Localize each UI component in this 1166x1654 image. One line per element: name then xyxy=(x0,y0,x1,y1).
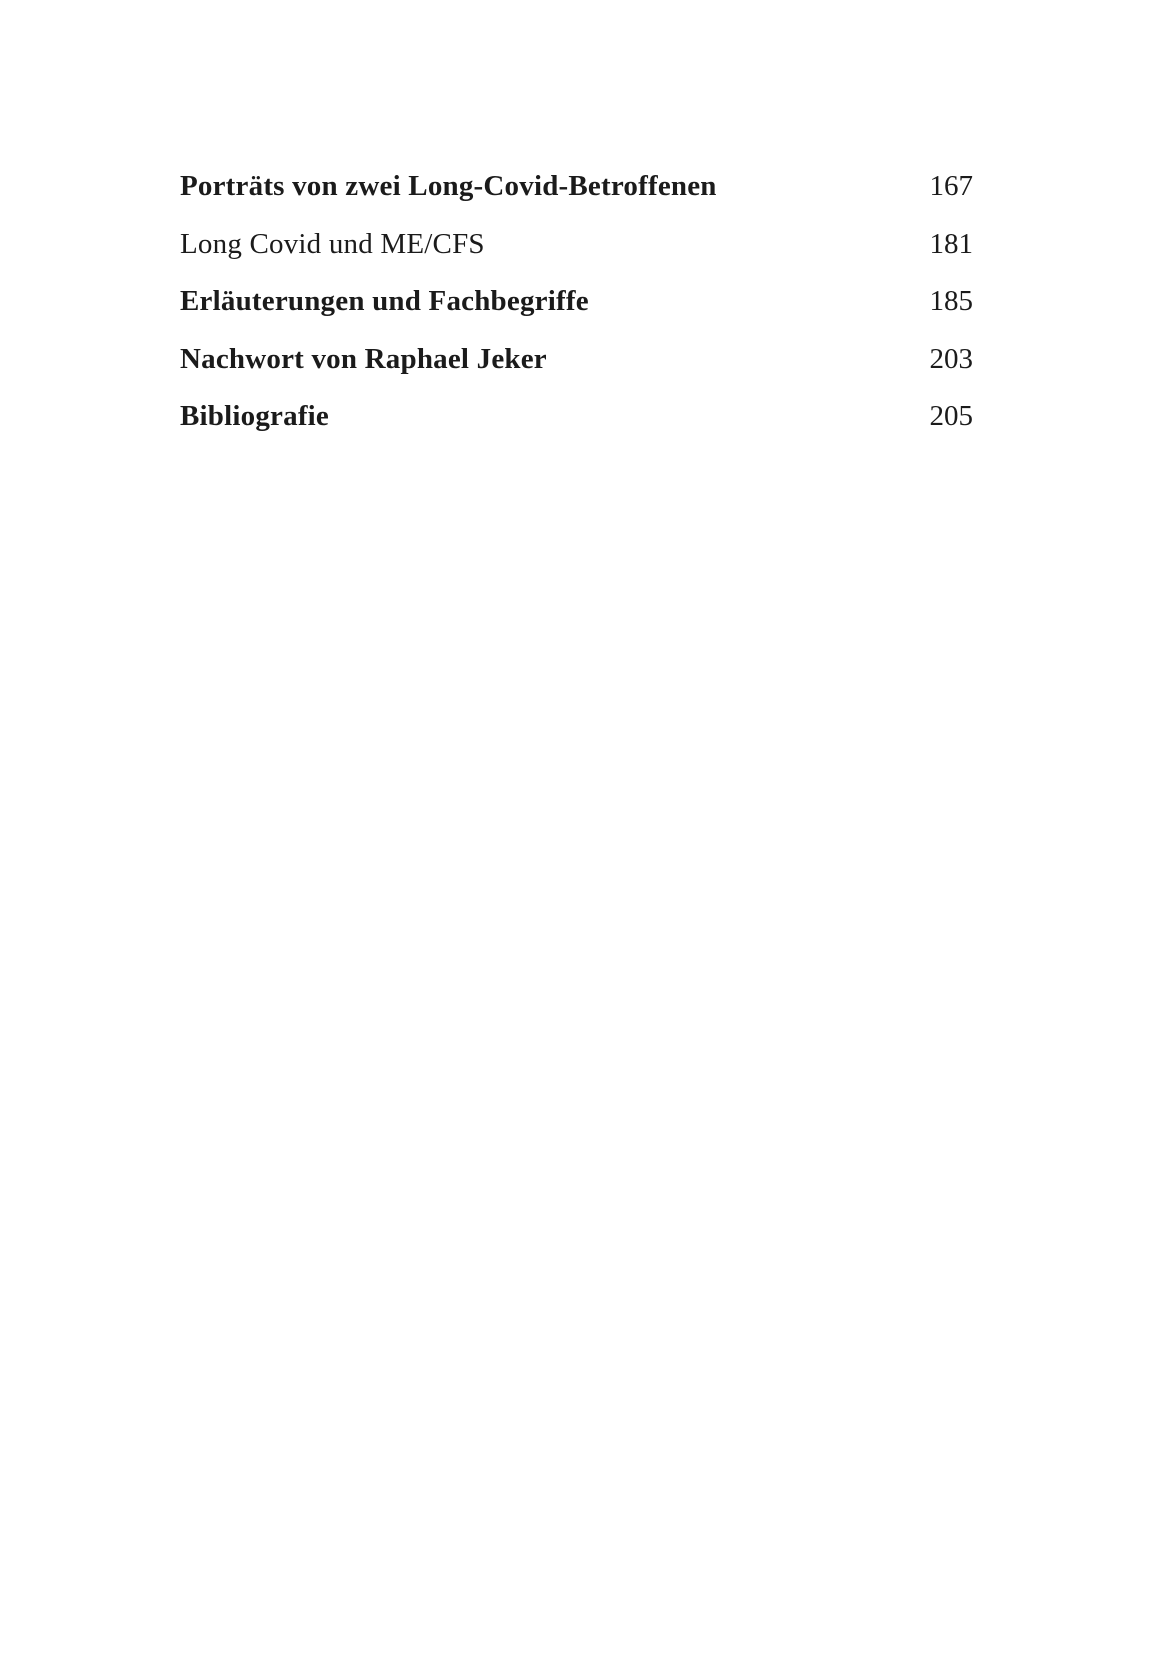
toc-entry xyxy=(180,216,973,274)
toc-entry-page-number: 181 xyxy=(929,227,973,260)
toc-entry-title: Porträts von zwei Long-Covid-Betroffenen xyxy=(180,170,717,202)
toc-entry xyxy=(180,388,973,446)
toc-entry-page-number: 185 xyxy=(929,285,973,318)
toc-entry-title: Long Covid und ME/CFS xyxy=(180,227,485,260)
toc-entry-title: Erläuterungen und Fachbegriffe xyxy=(180,285,589,318)
toc-entry-title: Bibliografie xyxy=(180,400,330,433)
table-of-contents xyxy=(180,158,973,446)
toc-entry xyxy=(180,273,973,331)
toc-entry-page-number: 167 xyxy=(929,170,973,202)
toc-entry-page-number: 203 xyxy=(929,342,973,375)
toc-entry xyxy=(180,158,973,216)
toc-entry-page-number: 205 xyxy=(929,400,973,433)
toc-entry xyxy=(180,331,973,389)
toc-entry-title: Nachwort von Raphael Jeker xyxy=(180,342,547,375)
